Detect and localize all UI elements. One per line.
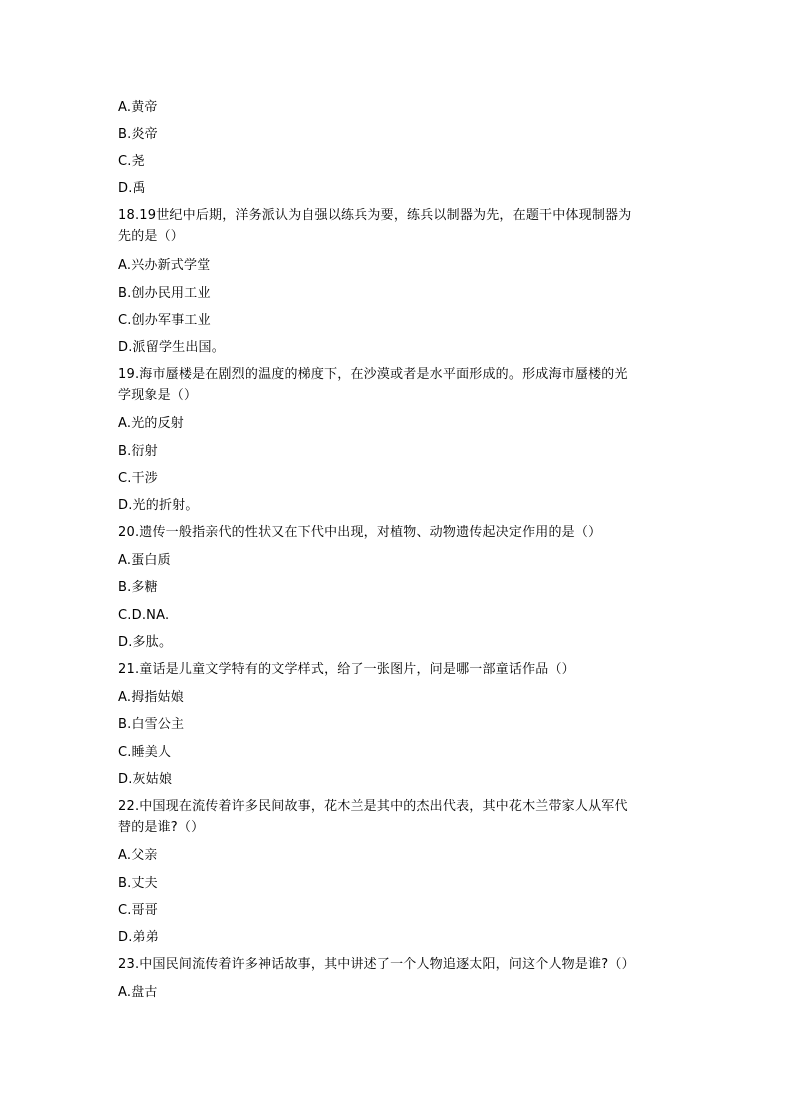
q22-stem-line1: 22.中国现在流传着许多民间故事，花木兰是其中的杰出代表，其中花木兰带家人从军代 xyxy=(118,799,628,814)
q19-option-a: A.光的反射 xyxy=(118,416,184,431)
q23-stem: 23.中国民间流传着许多神话故事，其中讲述了一个人物追逐太阳，问这个人物是谁?（） xyxy=(118,957,635,972)
q21-stem: 21.童话是儿童文学特有的文学样式，给了一张图片，问是哪一部童话作品（） xyxy=(118,662,575,677)
q18-stem-line2: 先的是（） xyxy=(118,229,185,244)
q21-option-d: D.灰姑娘 xyxy=(118,772,173,787)
q20-option-d: D.多肽。 xyxy=(118,635,173,650)
q21-option-c: C.睡美人 xyxy=(118,745,172,760)
q17-option-d: D.禹 xyxy=(118,181,146,196)
q21-option-a: A.拇指姑娘 xyxy=(118,690,184,705)
q20-stem: 20.遗传一般指亲代的性状又在下代中出现，对植物、动物遗传起决定作用的是（） xyxy=(118,525,602,540)
q20-option-c: C.D.NA. xyxy=(118,608,170,623)
q22-stem-line2: 替的是谁?（） xyxy=(118,820,205,835)
q18-option-a: A.兴办新式学堂 xyxy=(118,258,211,273)
q19-stem-line1: 19.海市蜃楼是在剧烈的温度的梯度下，在沙漠或者是水平面形成的。形成海市蜃楼的光 xyxy=(118,367,628,382)
q17-option-a: A.黄帝 xyxy=(118,100,158,115)
q21-option-b: B.白雪公主 xyxy=(118,717,185,732)
q19-option-c: C.干涉 xyxy=(118,471,159,486)
q19-option-d: D.光的折射。 xyxy=(118,498,199,513)
q17-option-c: C.尧 xyxy=(118,154,145,169)
q20-option-a: A.蛋白质 xyxy=(118,553,171,568)
q18-option-d: D.派留学生出国。 xyxy=(118,340,225,355)
q22-option-b: B.丈夫 xyxy=(118,876,158,891)
q22-option-d: D.弟弟 xyxy=(118,930,159,945)
q18-stem-line1: 18.19世纪中后期，洋务派认为自强以练兵为要，练兵以制器为先，在题干中体现制器为 xyxy=(118,208,632,223)
q19-option-b: B.衍射 xyxy=(118,444,158,459)
q17-option-b: B.炎帝 xyxy=(118,127,158,142)
q22-option-a: A.父亲 xyxy=(118,848,158,863)
q20-option-b: B.多糖 xyxy=(118,580,158,595)
q18-option-b: B.创办民用工业 xyxy=(118,286,211,301)
q18-option-c: C.创办军事工业 xyxy=(118,313,211,328)
q22-option-c: C.哥哥 xyxy=(118,903,159,918)
q23-option-a: A.盘古 xyxy=(118,985,158,1000)
q19-stem-line2: 学现象是（） xyxy=(118,388,198,403)
